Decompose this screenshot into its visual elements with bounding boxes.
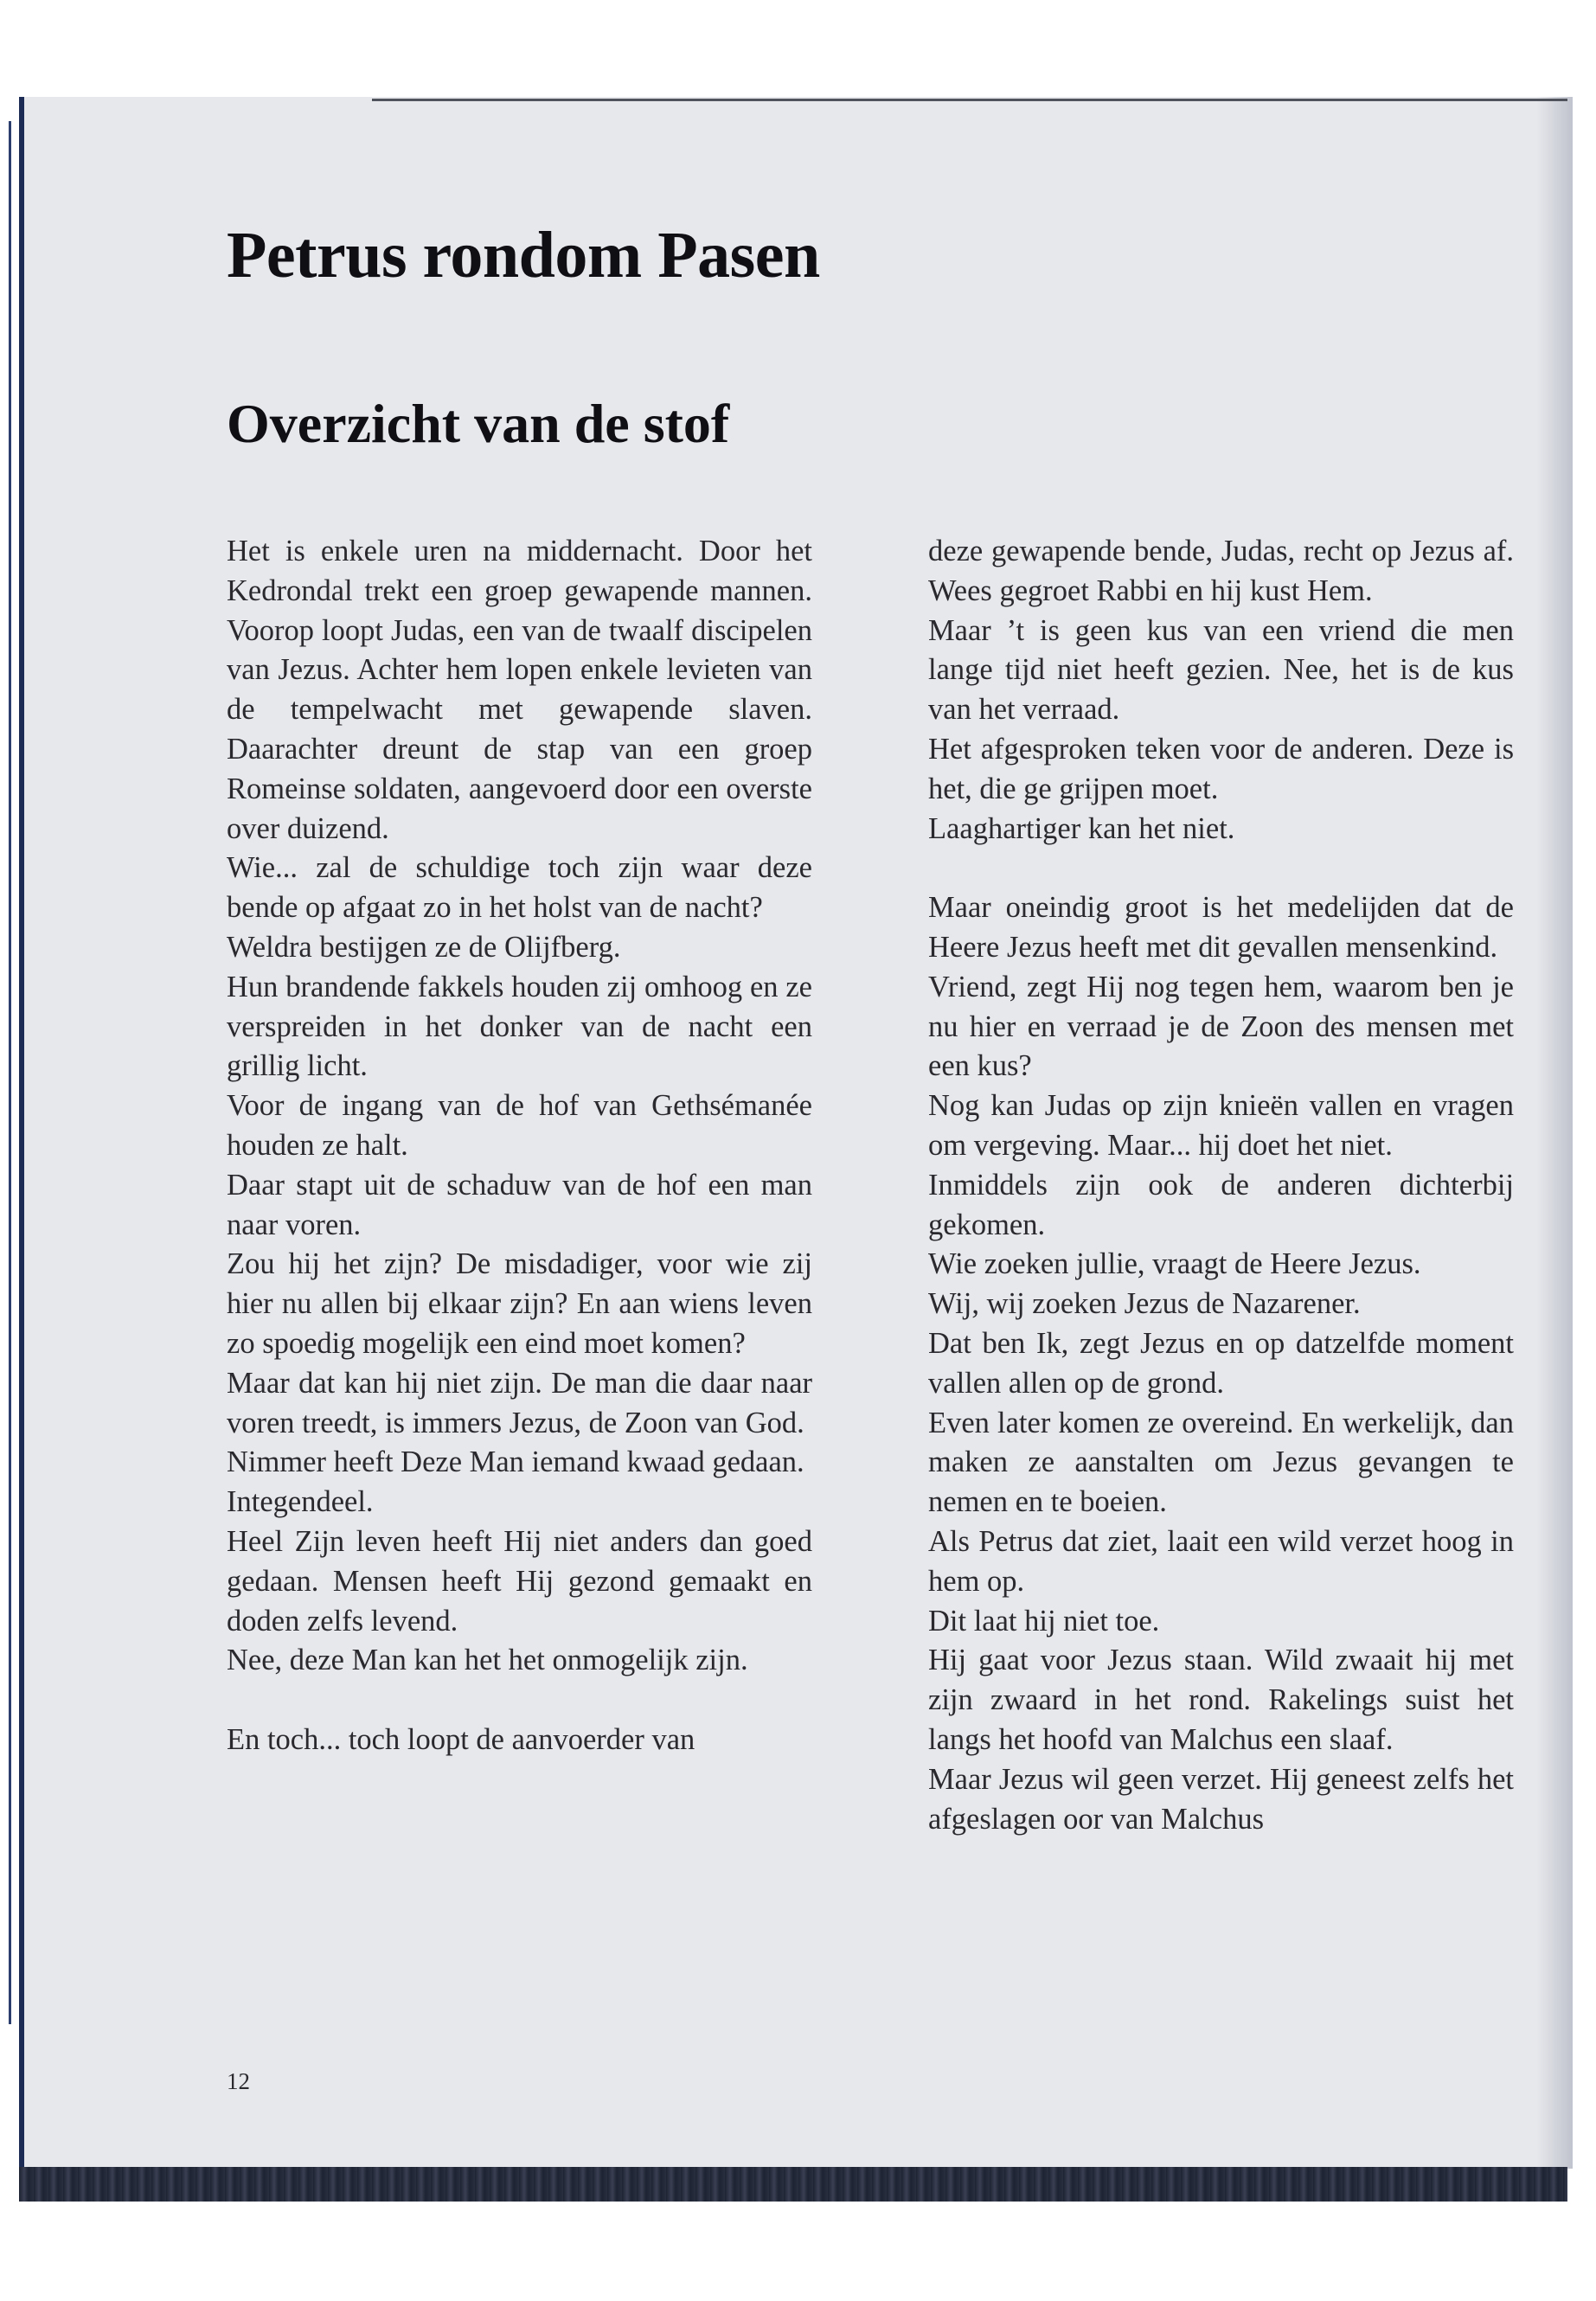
paragraph: Nog kan Judas op zijn knieën vallen en vragen om vergeving. Maar... hij doet het niet. bbox=[928, 1089, 1514, 1162]
paragraph: Dit laat hij niet toe. bbox=[928, 1604, 1160, 1638]
top-rule bbox=[372, 99, 1567, 101]
paragraph: Nee, deze Man kan het het onmogelijk zijn. bbox=[227, 1644, 748, 1677]
paragraph: Maar dat kan hij niet zijn. De man die daar naar voren treedt, is immers Jezus, de Zoon van God. bbox=[227, 1366, 812, 1439]
paragraph: Voor de ingang van de hof van Gethsémanée houden ze halt. bbox=[227, 1089, 812, 1162]
paragraph: deze gewapende bende, Judas, recht op Jezus af. Wees gegroet Rabbi en hij kust Hem. bbox=[928, 535, 1514, 607]
paragraph: Het afgesproken teken voor de anderen. Deze is het, die ge grijpen moet. bbox=[928, 732, 1514, 805]
section-title: Overzicht van de stof bbox=[227, 393, 730, 454]
page-number: 12 bbox=[227, 2068, 250, 2094]
text-column-right bbox=[928, 532, 1514, 1839]
paragraph: Wie... zal de schuldige toch zijn waar deze bende op afgaat zo in het holst van de nacht? bbox=[227, 851, 812, 925]
paragraph: Laaghartiger kan het niet. bbox=[928, 811, 1235, 845]
paragraph: En toch... toch loopt de aanvoerder van bbox=[227, 1722, 695, 1756]
binding-edge bbox=[9, 121, 11, 2024]
paragraph: Hun brandende fakkels houden zij omhoog en ze verspreiden in het donker van de nacht een grillig licht. bbox=[227, 970, 812, 1083]
page-title: Petrus rondom Pasen bbox=[227, 219, 820, 292]
paragraph: Heel Zijn leven heeft Hij niet anders dan goed gedaan. Mensen heeft Hij gezond gemaakt en doden zelfs levend. bbox=[227, 1524, 812, 1638]
paragraph: Zou hij het zijn? De misdadiger, voor wie zij hier nu allen bij elkaar zijn? En aan wiens leven zo spoedig mogelijk een eind moet komen? bbox=[227, 1247, 812, 1360]
paragraph: Nimmer heeft Deze Man iemand kwaad gedaan. bbox=[227, 1445, 804, 1479]
paragraph: Vriend, zegt Hij nog tegen hem, waarom ben je nu hier en verraad je de Zoon des mensen met een kus? bbox=[928, 970, 1514, 1083]
paragraph: Weldra bestijgen ze de Olijfberg. bbox=[227, 930, 621, 964]
paragraph: Dat ben Ik, zegt Jezus en op datzelfde moment vallen allen op de grond. bbox=[928, 1326, 1514, 1400]
paragraph: Daar stapt uit de schaduw van de hof een man naar voren. bbox=[227, 1168, 812, 1241]
paragraph: Als Petrus dat ziet, laait een wild verzet hoog in hem op. bbox=[928, 1524, 1514, 1598]
paragraph: Wij, wij zoeken Jezus de Nazarener. bbox=[928, 1287, 1361, 1321]
paragraph: Hij gaat voor Jezus staan. Wild zwaait hij met zijn zwaard in het rond. Rakelings suist het langs het hoofd van Malchus een slaaf. bbox=[928, 1644, 1514, 1756]
paragraph: Inmiddels zijn ook de anderen dichterbij gekomen. bbox=[928, 1168, 1514, 1241]
binding-band bbox=[19, 2167, 1567, 2202]
paragraph: Het is enkele uren na middernacht. Door het Kedrondal trekt een groep gewapende mannen. Voorop loopt Judas, een van de twaalf discipelen van Jezus. Achter hem lopen enkele levieten van de tempelwacht met gewapende slaven. Daarachter dreunt de stap van een groep Romeinse soldaten, aangevoerd door een overste over duizend. bbox=[227, 535, 812, 845]
paragraph: Maar oneindig groot is het medelijden dat de Heere Jezus heeft met dit gevallen mensenkind. bbox=[928, 891, 1514, 964]
paragraph: Wie zoeken jullie, vraagt de Heere Jezus. bbox=[928, 1247, 1421, 1281]
paragraph: Integendeel. bbox=[227, 1485, 374, 1519]
text-column-left bbox=[227, 532, 812, 1760]
paragraph: Even later komen ze overeind. En werkelijk, dan maken ze aanstalten om Jezus gevangen te nemen en te boeien. bbox=[928, 1406, 1514, 1519]
paragraph: Maar ’t is geen kus van een vriend die men lange tijd niet heeft gezien. Nee, het is de kus van het verraad. bbox=[928, 613, 1514, 727]
paragraph: Maar Jezus wil geen verzet. Hij geneest zelfs het afgeslagen oor van Malchus bbox=[928, 1762, 1514, 1836]
